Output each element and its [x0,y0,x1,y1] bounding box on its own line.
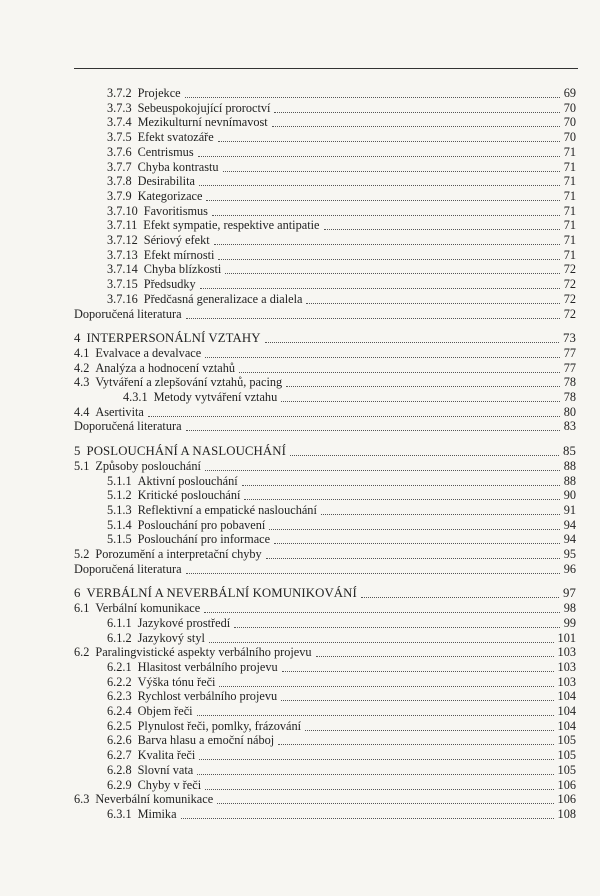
toc-number: 6.2.6 [107,733,132,748]
toc-number: 6.2.3 [107,689,132,704]
dot-leader [265,342,559,343]
toc-page-number: 106 [557,792,576,807]
dot-leader [234,627,560,628]
toc-title: Chyba kontrastu [137,159,219,174]
toc-page-number: 101 [557,630,576,645]
toc-chapter[interactable] [74,444,576,459]
toc-number: 5 [74,444,81,459]
top-rule [74,68,578,69]
toc-title: Objem řeči [137,704,193,718]
dot-leader [199,185,560,186]
toc-number: 5.1.2 [107,488,132,503]
toc-entry[interactable] [74,547,576,562]
dot-leader [290,455,559,456]
toc-entry[interactable] [107,532,576,547]
toc-page-number: 104 [557,718,576,733]
toc-entry[interactable] [74,346,576,361]
toc-number: 4.4 [74,404,90,419]
toc-page-number: 72 [563,277,576,292]
toc-number: 3.7.2 [107,86,132,100]
toc-page-number: 78 [563,375,576,390]
toc-page-number: 70 [563,100,576,115]
toc-number: 6.1.2 [107,630,132,645]
dot-leader [186,573,560,574]
toc-title: INTERPERSONÁLNÍ VZTAHY [86,331,261,346]
toc-number: 5.1.3 [107,502,132,517]
toc-page-number: 103 [557,674,576,689]
toc-entry[interactable] [74,562,576,577]
toc-page-number: 78 [563,390,576,404]
toc-title: Předčasná generalizace a dialela [143,291,303,306]
toc-page-number: 80 [563,404,576,419]
toc-page-number: 104 [557,689,576,704]
toc-page-number: 94 [563,517,576,532]
toc-page-number: 70 [563,115,576,130]
dot-leader [148,416,560,417]
toc-entry[interactable] [74,361,576,376]
toc-page-number: 83 [563,419,576,434]
toc-entry[interactable] [74,792,576,807]
toc-entry[interactable] [107,763,576,778]
dot-leader [205,357,560,358]
toc-number: 3.7.12 [107,233,138,247]
toc-title: Sebeuspokojující proroctví [137,100,271,115]
toc-entry[interactable] [107,660,576,675]
toc-page-number: 106 [557,777,576,792]
dot-leader [199,759,553,760]
toc-number: 5.1.5 [107,532,132,547]
toc-title: Asertivita [95,404,144,419]
toc-title: Způsoby poslouchání [95,458,201,473]
toc-number: 3.7.3 [107,100,132,115]
dot-leader [186,430,560,431]
toc-number: 6.2.4 [107,704,132,718]
toc-entry[interactable] [107,204,576,219]
toc-page-number: 69 [563,86,576,100]
toc-title: Desirabilita [137,174,195,189]
toc-title: Plynulost řeči, pomlky, frázování [137,718,302,733]
toc-title: Výška tónu řeči [137,674,216,689]
toc-title: Vytváření a zlepšování vztahů, pacing [95,375,283,390]
toc-title: Jazykový styl [137,630,205,645]
toc-chapter[interactable] [74,331,576,346]
toc-entry[interactable] [107,160,576,175]
toc-number: 6.2.9 [107,777,132,792]
toc-number: 6.2.1 [107,659,132,674]
dot-leader [269,529,559,530]
toc-entry[interactable] [74,645,576,660]
toc-number: 3.7.7 [107,159,132,174]
dot-leader [200,288,560,289]
toc-number: 3.7.15 [107,277,138,292]
toc-page-number: 72 [563,262,576,277]
toc-entry[interactable] [74,459,576,474]
toc-entry[interactable] [74,307,576,322]
toc-page-number: 94 [563,532,576,547]
dot-leader [286,386,560,387]
dot-leader [316,656,554,657]
toc-entry[interactable] [107,518,576,533]
toc-title: Chyby v řeči [137,777,202,792]
dot-leader [266,558,560,559]
toc-page-number: 70 [563,130,576,145]
toc-number: 4.2 [74,360,90,375]
toc-title: Favoritismus [143,203,208,218]
toc-number: 6.3.1 [107,806,132,821]
toc-entry[interactable] [107,807,576,822]
dot-leader [218,259,559,260]
toc-page-number: 71 [563,174,576,189]
toc-title: Předsudky [143,277,196,292]
toc-entry[interactable] [107,277,576,292]
dot-leader [181,818,554,819]
toc-number: 6.1.1 [107,615,132,630]
toc-page-number: 99 [563,615,576,630]
toc-number: 6.2.2 [107,674,132,689]
toc-title: Jazykové prostředí [137,615,231,630]
dot-leader [244,499,559,500]
dot-leader [185,97,560,98]
toc-number: 6.2.8 [107,762,132,777]
dot-leader [205,470,560,471]
dot-leader [274,543,560,544]
toc-title: Poslouchání pro pobavení [137,517,266,532]
toc-title: Projekce [137,86,181,100]
toc-page-number: 96 [563,561,576,576]
toc-entry[interactable] [107,233,576,248]
toc-title: Kvalita řeči [137,748,196,763]
dot-leader [281,700,553,701]
toc-title: Doporučená literatura [74,306,182,321]
toc-page-number: 71 [563,144,576,159]
toc-entry[interactable] [107,101,576,116]
toc-page-number: 97 [563,586,576,601]
toc-number: 3.7.11 [107,218,138,233]
toc-entry[interactable] [107,748,576,763]
toc-entry[interactable] [107,616,576,631]
toc-number: 5.2 [74,547,90,561]
toc-entry[interactable] [107,292,576,307]
toc-page-number: 72 [563,291,576,306]
toc-title: Mezikulturní nevnímavost [137,115,268,130]
toc-number: 6.2.7 [107,748,132,763]
toc-number: 4.1 [74,345,90,360]
dot-leader [209,642,554,643]
toc-number: 3.7.14 [107,262,138,277]
dot-leader [239,372,560,373]
toc-title: Centrismus [137,144,194,159]
toc-page-number: 88 [563,458,576,473]
toc-number: 3.7.9 [107,188,132,203]
toc-page-number: 71 [563,247,576,262]
dot-leader [198,156,560,157]
dot-leader [321,514,560,515]
toc-number: 5.1.1 [107,473,132,488]
dot-leader [197,715,554,716]
dot-leader [305,730,553,731]
toc-page-number: 105 [557,762,576,777]
toc-entry[interactable] [107,503,576,518]
toc-title: Efekt mírnosti [143,247,215,262]
toc-number: 3.7.16 [107,291,138,306]
toc-entry[interactable] [107,248,576,263]
toc-number: 4.3 [74,375,90,390]
toc-title: Mimika [137,806,177,821]
toc-entry[interactable] [107,474,576,489]
toc-entry[interactable] [107,174,576,189]
toc-number: 6.2 [74,645,90,660]
toc-page-number: 98 [563,601,576,616]
toc-entry[interactable] [107,733,576,748]
toc-entry[interactable] [107,675,576,690]
toc-page-number: 103 [557,659,576,674]
toc-entry[interactable] [107,262,576,277]
toc-page-number: 90 [563,488,576,503]
toc-page-number: 71 [563,203,576,218]
dot-leader [219,686,553,687]
toc-number: 6 [74,586,81,601]
toc-title: Paralingvistické aspekty verbálního projevu [95,645,312,660]
toc-number: 3.7.5 [107,130,132,145]
toc-title: Doporučená literatura [74,419,182,434]
toc-page-number: 77 [563,345,576,360]
toc-number: 6.3 [74,792,90,807]
dot-leader [218,141,560,142]
toc-page-number: 108 [557,806,576,821]
toc-entry[interactable] [107,704,576,719]
toc-entry[interactable] [107,689,576,704]
dot-leader [225,273,559,274]
dot-leader [361,597,559,598]
toc-entry[interactable] [107,488,576,503]
toc-number: 4 [74,331,81,346]
toc-page-number: 105 [557,748,576,763]
toc-entry[interactable] [74,601,576,616]
toc-page-number: 73 [563,331,576,346]
toc-title: Efekt sympatie, respektive antipatie [143,218,320,233]
toc-number: 6.1 [74,601,90,616]
toc-number: 5.1.4 [107,517,132,532]
toc-number: 3.7.13 [107,247,138,262]
toc-entry[interactable] [74,419,576,434]
dot-leader [272,126,560,127]
toc-title: Slovní vata [137,762,194,777]
toc-page-number: 77 [563,360,576,375]
dot-leader [214,244,560,245]
toc-title: Porozumění a interpretační chyby [95,547,262,561]
toc-title: Doporučená literatura [74,561,182,576]
dot-leader [205,789,553,790]
toc-entry[interactable] [123,390,576,405]
toc-number: 5.1 [74,458,90,473]
toc-title: Efekt svatozáře [137,130,214,145]
toc-title: Verbální komunikace [95,601,201,616]
toc-number: 3.7.8 [107,174,132,189]
toc-entry[interactable] [107,631,576,646]
toc-title: Evalvace a devalvace [95,345,202,360]
toc-page-number: 85 [563,444,576,459]
toc-title: Kritické poslouchání [137,488,241,503]
toc-chapter[interactable] [74,586,576,601]
toc-page-number: 104 [557,704,576,718]
dot-leader [204,612,559,613]
toc-entry[interactable] [107,86,576,101]
toc-page-number: 103 [557,645,576,660]
dot-leader [306,303,559,304]
toc-title: Hlasitost verbálního projevu [137,659,278,674]
toc-page-number: 71 [563,188,576,203]
toc-entry[interactable] [74,375,576,390]
toc-page-number: 71 [563,159,576,174]
toc-title: Neverbální komunikace [95,792,214,807]
toc-number: 4.3.1 [123,390,148,404]
dot-leader [274,112,559,113]
dot-leader [281,401,559,402]
toc-title: Sériový efekt [143,233,210,247]
toc-entry[interactable] [107,218,576,233]
toc-title: Aktivní poslouchání [137,473,238,488]
dot-leader [223,171,560,172]
toc-entry[interactable] [74,405,576,420]
toc-title: Kategorizace [137,188,203,203]
dot-leader [324,229,560,230]
toc-number: 6.2.5 [107,718,132,733]
toc-title: Chyba blízkosti [143,262,222,277]
toc-page-number: 95 [563,547,576,561]
toc-entry[interactable] [107,189,576,204]
toc-title: VERBÁLNÍ A NEVERBÁLNÍ KOMUNIKOVÁNÍ [86,586,357,601]
dot-leader [282,671,554,672]
toc-title: POSLOUCHÁNÍ A NASLOUCHÁNÍ [86,444,286,459]
toc-title: Barva hlasu a emoční náboj [137,733,275,748]
toc-title: Poslouchání pro informace [137,532,271,547]
toc-page-number: 88 [563,473,576,488]
toc-title: Rychlost verbálního projevu [137,689,278,704]
toc-entry[interactable] [107,778,576,793]
dot-leader [212,215,560,216]
dot-leader [186,318,560,319]
toc-page-number: 71 [563,233,576,247]
toc-number: 3.7.4 [107,115,132,130]
toc-page-number: 71 [563,218,576,233]
dot-leader [197,774,553,775]
toc-entry[interactable] [107,130,576,145]
toc-title: Metody vytváření vztahu [153,390,278,404]
dot-leader [278,744,553,745]
toc-number: 3.7.6 [107,144,132,159]
dot-leader [242,485,560,486]
toc-page-number: 105 [557,733,576,748]
dot-leader [217,803,553,804]
toc-number: 3.7.10 [107,203,138,218]
toc-page-number: 91 [563,502,576,517]
toc-title: Reflektivní a empatické naslouchání [137,502,317,517]
toc-entry[interactable] [107,719,576,734]
toc-entry[interactable] [107,145,576,160]
dot-leader [206,200,559,201]
toc-title: Analýza a hodnocení vztahů [95,360,236,375]
toc-entry[interactable] [107,115,576,130]
toc-page-number: 72 [563,306,576,321]
